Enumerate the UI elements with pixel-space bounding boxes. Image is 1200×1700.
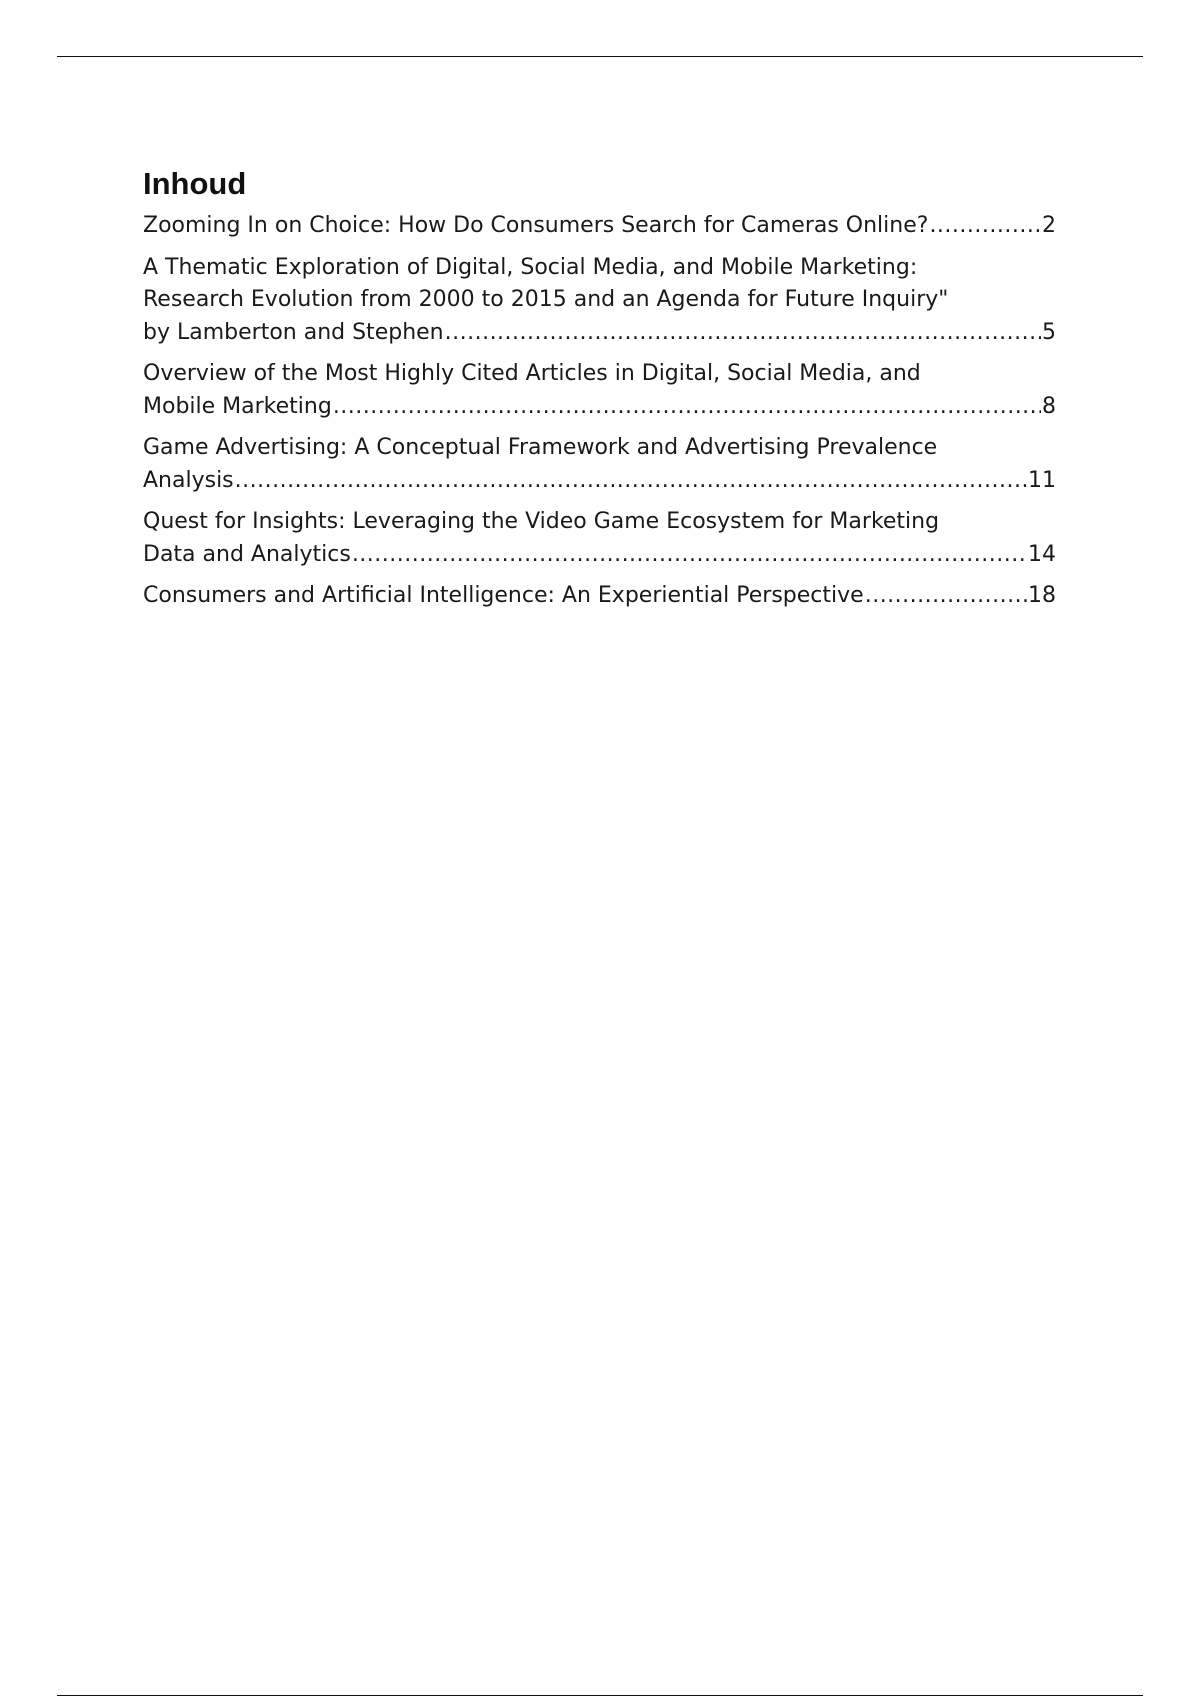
toc-entry-title: Zooming In on Choice: How Do Consumers Search for Cameras Online? (143, 213, 929, 238)
toc-line: Quest for Insights: Leveraging the Video Game Ecosystem for Marketing (143, 509, 940, 534)
toc-entry[interactable] (143, 358, 1056, 423)
toc-line (143, 465, 1056, 498)
toc-link[interactable] (143, 506, 1056, 571)
toc-line: Overview of the Most Highly Cited Articles in Digital, Social Media, and (143, 361, 921, 386)
toc-page-number: 18 (1028, 583, 1056, 608)
toc-list (143, 210, 1056, 613)
toc-entry[interactable] (143, 210, 1056, 243)
toc-entry-title: Mobile Marketing (143, 393, 332, 419)
toc-entry-title: Data and Analytics (143, 541, 351, 567)
toc-page-number: 2 (1042, 213, 1056, 238)
toc-leader-dots (333, 391, 1041, 424)
toc-line (143, 210, 1056, 243)
toc-entry-title: Consumers and Artificial Intelligence: An Experiential Perspective (143, 583, 864, 608)
toc-link[interactable] (143, 358, 1056, 423)
toc-link[interactable] (143, 252, 1056, 350)
toc-line (143, 580, 1056, 613)
toc-link[interactable] (143, 432, 1056, 497)
toc-line: Game Advertising: A Conceptual Framework and Advertising Prevalence (143, 435, 938, 460)
toc-link[interactable] (143, 580, 1056, 613)
toc-entry[interactable] (143, 252, 1056, 350)
footer-rule (57, 1695, 1143, 1696)
toc-entry[interactable] (143, 506, 1056, 571)
toc-page-number: 5 (1042, 319, 1056, 345)
toc-heading: Inhoud (143, 166, 247, 201)
toc-page-number: 14 (1028, 541, 1056, 567)
toc-leader-dots (445, 317, 1041, 350)
toc-page-number: 8 (1042, 393, 1056, 419)
toc-leader-dots (235, 465, 1027, 498)
table-of-contents (143, 164, 1056, 622)
toc-entry-title: Analysis (143, 467, 234, 493)
toc-line (143, 539, 1056, 572)
toc-line: A Thematic Exploration of Digital, Social Media, and Mobile Marketing: (143, 254, 918, 280)
toc-link[interactable] (143, 210, 1056, 243)
toc-page-number: 11 (1028, 467, 1056, 493)
toc-entry[interactable] (143, 580, 1056, 613)
toc-leader-dots (865, 580, 1027, 613)
toc-line (143, 391, 1056, 424)
toc-entry-title: by Lamberton and Stephen (143, 319, 444, 345)
header-rule (57, 56, 1143, 57)
toc-line: Research Evolution from 2000 to 2015 and an Agenda for Future Inquiry" (143, 287, 949, 312)
toc-line (143, 317, 1056, 350)
toc-leader-dots (352, 539, 1027, 572)
toc-leader-dots (929, 210, 1041, 243)
toc-entry[interactable] (143, 432, 1056, 497)
